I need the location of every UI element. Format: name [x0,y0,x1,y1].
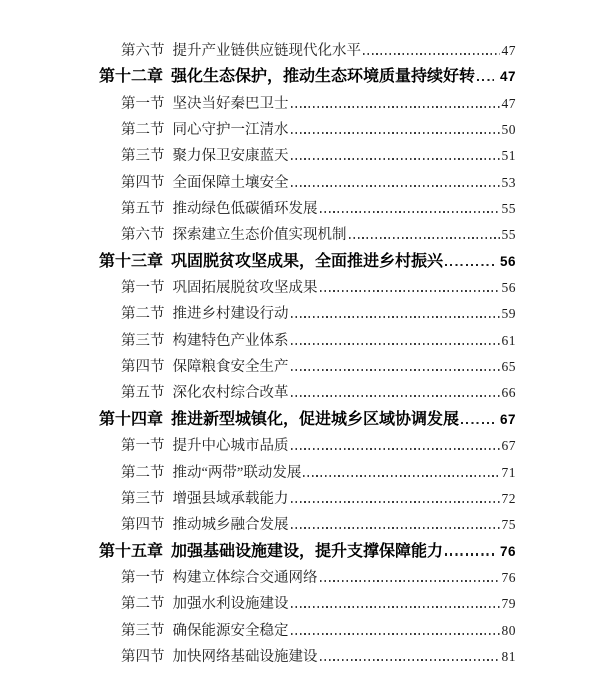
toc-entry-title: 增强县域承载能力 [172,490,289,507]
toc-entry-section [99,512,516,538]
toc-leader-dots [291,448,500,450]
toc-leader-dots [320,580,500,582]
toc-leader-dots [320,659,500,661]
toc-entry-label: 第十四章 [99,410,164,428]
toc-leader-dots [291,106,500,108]
toc-entry-title: 加快网络基础设施建设 [172,648,318,665]
toc-entry-page: 47 [499,69,516,85]
toc-leader-dots [303,475,499,477]
toc-entry-page: 55 [501,201,516,217]
toc-entry-section [99,91,516,117]
toc-entry-title: 加强基础设施建设，提升支撑保障能力 [171,542,444,560]
toc-entry-section [99,433,516,459]
toc-entry-page: 47 [501,95,516,111]
toc-entry-label: 第四节 [121,517,165,534]
toc-entry-label: 第五节 [121,385,165,402]
toc-leader-dots [445,553,494,555]
toc-leader-dots [461,422,494,424]
toc-entry-page: 61 [501,332,516,348]
toc-leader-dots [291,132,500,134]
toc-leader-dots [320,211,500,213]
toc-entry-section [99,143,516,169]
toc-entry-page: 79 [501,596,516,612]
toc-entry-label: 第三节 [121,622,165,639]
toc-entry-label: 第二节 [121,464,165,481]
toc-leader-dots [291,633,500,635]
toc-entry-label: 第十五章 [99,542,164,560]
toc-leader-dots [291,369,500,371]
toc-entry-page: 67 [499,411,516,427]
toc-entry-title: 强化生态保护，推动生态环境质量持续好转 [171,68,476,86]
toc-entry-section [99,301,516,327]
toc-entry-title: 加强水利设施建设 [172,596,289,613]
toc-entry-page: 76 [499,543,516,559]
toc-leader-dots [291,343,500,345]
toc-entry-page: 81 [501,648,516,664]
toc-leader-dots [320,290,500,292]
toc-entry-section [99,222,516,248]
toc-entry-section [99,460,516,486]
toc-entry-label: 第二节 [121,306,165,323]
toc-entry-page: 76 [501,569,516,585]
toc-entry-title: 探索建立生态价值实现机制 [172,227,347,244]
toc-entry-page: 50 [501,122,516,138]
toc-entry-title: 提升中心城市品质 [172,438,289,455]
table-of-contents [99,38,516,670]
toc-entry-page: 55 [501,227,516,243]
toc-leader-dots [477,79,494,81]
toc-entry-label: 第二节 [121,122,165,139]
toc-entry-title: 推进乡村建设行动 [172,306,289,323]
toc-entry-section [99,328,516,354]
toc-entry-label: 第一节 [121,569,165,586]
toc-entry-title: 同心守护一江清水 [172,122,289,139]
toc-entry-title: 推动“两带”联动发展 [172,464,302,481]
toc-entry-chapter [99,539,516,565]
toc-entry-label: 第一节 [121,438,165,455]
toc-entry-title: 聚力保卫安康蓝天 [172,148,289,165]
toc-entry-label: 第一节 [121,280,165,297]
toc-entry-title: 坚决当好秦巴卫士 [172,95,289,112]
toc-leader-dots [349,237,500,239]
toc-entry-label: 第六节 [121,43,165,59]
toc-entry-section [99,38,516,64]
toc-entry-page: 65 [501,359,516,375]
toc-leader-dots [291,395,500,397]
toc-entry-page: 71 [501,464,516,480]
toc-entry-chapter [99,249,516,275]
toc-entry-chapter [99,407,516,433]
toc-entry-section [99,170,516,196]
toc-entry-page: 75 [501,517,516,533]
toc-leader-dots [291,606,500,608]
toc-entry-section [99,618,516,644]
toc-entry-label: 第十二章 [99,68,164,86]
toc-entry-title: 保障粮食安全生产 [172,359,289,376]
toc-entry-page: 67 [501,438,516,454]
toc-entry-page: 56 [499,253,516,269]
toc-entry-title: 确保能源安全稳定 [172,622,289,639]
toc-entry-title: 推进新型城镇化，促进城乡区域协调发展 [171,410,460,428]
toc-entry-label: 第五节 [121,201,165,218]
toc-entry-page: 80 [501,622,516,638]
toc-entry-section [99,591,516,617]
toc-entry-title: 构建立体综合交通网络 [172,569,318,586]
toc-entry-title: 巩固拓展脱贫攻坚成果 [172,280,318,297]
toc-entry-page: 59 [501,306,516,322]
toc-entry-label: 第三节 [121,490,165,507]
toc-entry-section [99,354,516,380]
toc-entry-section [99,486,516,512]
toc-entry-label: 第四节 [121,648,165,665]
toc-leader-dots [445,264,494,266]
toc-entry-section [99,117,516,143]
toc-entry-page: 47 [501,43,516,58]
toc-leader-dots [363,53,500,55]
toc-entry-page: 72 [501,490,516,506]
toc-entry-label: 第一节 [121,95,165,112]
toc-entry-label: 第四节 [121,359,165,376]
toc-entry-title: 提升产业链供应链现代化水平 [172,43,361,59]
toc-entry-page: 66 [501,385,516,401]
toc-leader-dots [291,185,500,187]
toc-entry-title: 巩固脱贫攻坚成果，全面推进乡村振兴 [171,252,444,270]
toc-entry-label: 第十三章 [99,252,164,270]
toc-entry-label: 第三节 [121,332,165,349]
toc-entry-section [99,196,516,222]
toc-leader-dots [291,527,500,529]
toc-entry-label: 第六节 [121,227,165,244]
toc-entry-title: 全面保障土壤安全 [172,174,289,191]
toc-entry-section [99,380,516,406]
toc-entry-title: 深化农村综合改革 [172,385,289,402]
toc-leader-dots [291,501,500,503]
toc-entry-label: 第四节 [121,174,165,191]
toc-entry-title: 推动城乡融合发展 [172,517,289,534]
toc-entry-page: 56 [501,280,516,296]
toc-entry-title: 推动绿色低碳循环发展 [172,201,318,218]
toc-entry-label: 第二节 [121,596,165,613]
toc-entry-chapter [99,64,516,90]
toc-leader-dots [291,158,500,160]
toc-entry-label: 第三节 [121,148,165,165]
toc-entry-section [99,644,516,670]
toc-entry-section [99,275,516,301]
toc-leader-dots [291,316,500,318]
toc-entry-title: 构建特色产业体系 [172,332,289,349]
toc-entry-section [99,565,516,591]
toc-entry-page: 51 [501,148,516,164]
toc-entry-page: 53 [501,174,516,190]
